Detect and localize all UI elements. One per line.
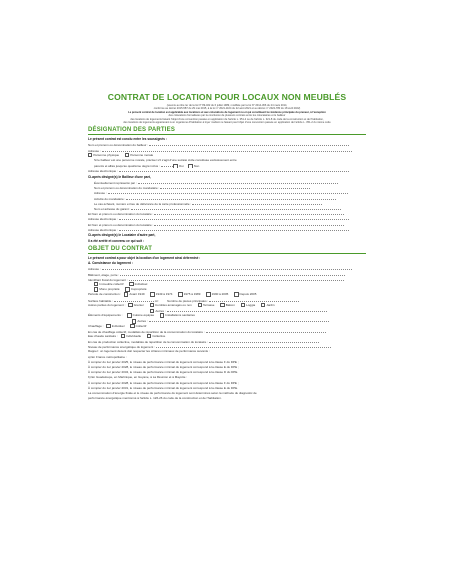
checkbox-terrasse[interactable]	[198, 303, 202, 307]
batiment-field[interactable]: Bâtiment, étage, porte :	[88, 272, 366, 277]
consistance-heading: A. Consistance du logement :	[88, 261, 133, 266]
section-title-designation: DÉSIGNATION DES PARTIES	[88, 127, 176, 134]
bailleur-designation: Ci-après désigné(s) le Bailleur d'une part,	[88, 175, 151, 180]
bailleur-name-field[interactable]: Nom et prénom ou dénomination du bailleur :	[88, 142, 366, 147]
locataire-designation: Ci-après désigné(s) le Locataire d'autre part,	[88, 233, 156, 238]
checkbox-personne-physique[interactable]	[88, 153, 92, 157]
propriete-type: Mono propriété Copropriété	[88, 287, 366, 292]
bailleur-type: Personne physique Personne morale	[88, 153, 366, 158]
niveau-performance-field[interactable]: Niveau de performance énergétique du logement :	[88, 344, 366, 349]
checkbox-1990-2005[interactable]	[206, 292, 210, 296]
periode-row: Période de construction : Avant 1949 1949 à 1974 1975 à 1989 1990 à 2005 Depuis 2005	[88, 292, 257, 297]
autres-parties-other[interactable]: Autres :	[88, 308, 366, 313]
section-title-objet: OBJET DU CONTRAT	[88, 245, 153, 252]
intro-line: des locations de logements appartenant à un organisme d'habitation à loyer modéré ne faisant pas l'objet d'une convention passée en application de l'article L. 351-2 du même code	[123, 121, 331, 125]
garant-field[interactable]: Nom et adresse du garant :	[88, 206, 366, 211]
locataire-2-field[interactable]: Et Nom et prénom ou dénomination du locataire :	[88, 222, 366, 227]
chauffage-row: Chauffage : Individuel Collectif	[88, 323, 147, 328]
mandataire-field[interactable]: Éventuellement représenté par :	[88, 180, 366, 185]
checkbox-individuel[interactable]	[129, 282, 133, 286]
surface-row[interactable]: Surface habitable : m² Nombre de pièces principales :	[88, 298, 366, 303]
checkbox-sanitaires[interactable]	[160, 313, 164, 317]
intro-block	[88, 104, 366, 124]
section-divider	[88, 134, 366, 135]
section-divider	[88, 253, 366, 254]
checkbox-combles[interactable]	[150, 303, 154, 307]
checkbox-grenier[interactable]	[128, 303, 132, 307]
consommation-2: performance énergétique mentionné à l'article L. 126-26 du code de la construction et de l'habitation.	[88, 396, 222, 401]
mandataire-name-field[interactable]: Nom et prénom ou dénomination du mandataire :	[88, 185, 366, 190]
autres-parties-row: Autres parties du logement : Grenier Combles aménagés ou non Terrasse Balcon Loggia Jardin	[88, 302, 275, 307]
parents-row: parents et alliés jusqu'au quatrième degré inclus : Oui Non	[94, 164, 200, 169]
metro-2028: À compter du 1er janvier 2028, le niveau de performance minimal du logement correspond à la classe E du DPE ;	[88, 365, 239, 369]
checkbox-immeuble-collectif[interactable]	[94, 282, 98, 286]
metro-2034: À compter du 1er janvier 2034, le niveau de performance minimal du logement correspond à la classe D du DPE.	[88, 370, 239, 375]
checkbox-avant-1949[interactable]	[124, 292, 128, 296]
mandataire-address-field[interactable]: Adresse :	[88, 190, 366, 195]
arrete-label: Il a été arrêté et convenu ce qui suit :	[88, 238, 144, 243]
contract-page	[88, 92, 366, 401]
outremer-heading: b) En Guadeloupe, en Martinique, en Guyane, à La Réunion et à Mayotte :	[88, 375, 188, 380]
checkbox-cuisine-equipee[interactable]	[127, 313, 131, 317]
checkbox-copropriete[interactable]	[125, 287, 129, 291]
locataire-1-field[interactable]: Et Nom et prénom ou dénomination du locataire :	[88, 211, 366, 216]
sci-text: Si le bailleur est une personne morale, préciser s'il s'agit d'une société civile constituée exclusivement entre	[94, 158, 237, 162]
checkbox-jardin[interactable]	[261, 303, 265, 307]
locataire-1-email-field[interactable]: Adresse électronique :	[88, 216, 366, 221]
intro-line: Le présent contrat de location est applicable aux locations et aux colocations de logement nu et qui constituent la résidence principale du preneur, à l'exception	[128, 110, 326, 114]
ident-fiscal-field[interactable]: Identifiant fiscal du logement :	[88, 277, 366, 282]
rappel-text: Rappel : un logement décent doit respecter les critères minimaux de performance suivants :	[88, 349, 210, 354]
mandataire-activity-field[interactable]: Activité du mandataire :	[88, 196, 366, 201]
carte-field[interactable]: Le cas échéant, numéro et lieu de délivrance de la carte professionnelle :	[88, 201, 366, 206]
checkbox-chauffage-individuel[interactable]	[106, 324, 110, 328]
intro-line: (soumis au titre Ier de la loi N° 89-462 du 6 juillet 1989, modifiée par la loi N° 2014-366 du 24 mars 2014,	[166, 104, 288, 107]
checkbox-eau-collective[interactable]	[147, 334, 151, 338]
metro-2025: À compter du 1er janvier 2025, le niveau de performance minimal du logement correspond à la classe F du DPE ;	[88, 359, 239, 364]
checkbox-1949-1974[interactable]	[150, 292, 154, 296]
bailleur-address-field[interactable]: Adresse :	[88, 148, 366, 153]
elements-other[interactable]: Autres :	[88, 318, 366, 323]
conclu-label: Le présent contrat est conclu entre les soussignés :	[88, 137, 167, 142]
logement-address-field[interactable]: Adresse :	[88, 266, 366, 271]
modalites-eau-field[interactable]: En cas de production collective, modalités de répartition de la consommation du locataire :	[88, 339, 366, 344]
locataire-2-email-field[interactable]: Adresse électronique :	[88, 227, 366, 232]
checkbox-personne-morale[interactable]	[125, 153, 129, 157]
metro-heading: a) En France métropolitaine :	[88, 354, 127, 359]
modalites-chauffage-field[interactable]: En cas de chauffage collectif, modalités de répartition de la consommation du locataire :	[88, 329, 366, 334]
intro-line: des colocations formalisées par la conclusion de plusieurs contrats entre les colocataires et le bailleur	[168, 114, 286, 118]
checkbox-1975-1989[interactable]	[178, 292, 182, 296]
eau-chaude-row: Eau chaude sanitaire : Individuelle Collective	[88, 333, 166, 338]
outremer-2028: À compter du 1er janvier 2028, le niveau de performance minimal du logement correspond à la classe F du DPE ;	[88, 380, 239, 385]
checkbox-mono-propriete[interactable]	[94, 287, 98, 291]
outremer-2031: À compter du 1er janvier 2031, le niveau de performance minimal du logement correspond à la classe E du DPE.	[88, 385, 238, 390]
bailleur-email-field[interactable]: Adresse électronique :	[88, 168, 366, 173]
consommation-1: La consommation d'énergie finale et le niveau de performance du logement sont déterminés selon la méthode du diagnostic de	[88, 390, 257, 395]
checkbox-balcon[interactable]	[220, 303, 224, 307]
checkbox-eau-individuelle[interactable]	[121, 334, 125, 338]
objet-intro: Le présent contrat a pour objet la location d'un logement ainsi déterminé :	[88, 255, 201, 260]
checkbox-chauffage-collectif[interactable]	[130, 324, 134, 328]
checkbox-depuis-2005[interactable]	[234, 292, 238, 296]
checkbox-loggia[interactable]	[241, 303, 245, 307]
intro-line: conforme au décret 2015-587 du 29 mai 2015, à la loi n° 2021-1104 du 22 août 2021 et au décret n° 2022-780 du 18 avril 2022)	[153, 107, 301, 111]
intro-line: des locations de logements faisant l'objet d'une convention passée en application de l'article L. 351-2 ou de l'article L. 321-8 du code de la construction et de l'habitation,	[130, 117, 324, 121]
elements-row: Éléments d'équipements : Cuisine équipée Installations sanitaires	[88, 313, 195, 318]
document-title: CONTRAT DE LOCATION POUR LOCAUX NON MEUBLÉS	[107, 92, 347, 102]
immeuble-type: Immeuble collectif Individuel	[88, 282, 366, 287]
